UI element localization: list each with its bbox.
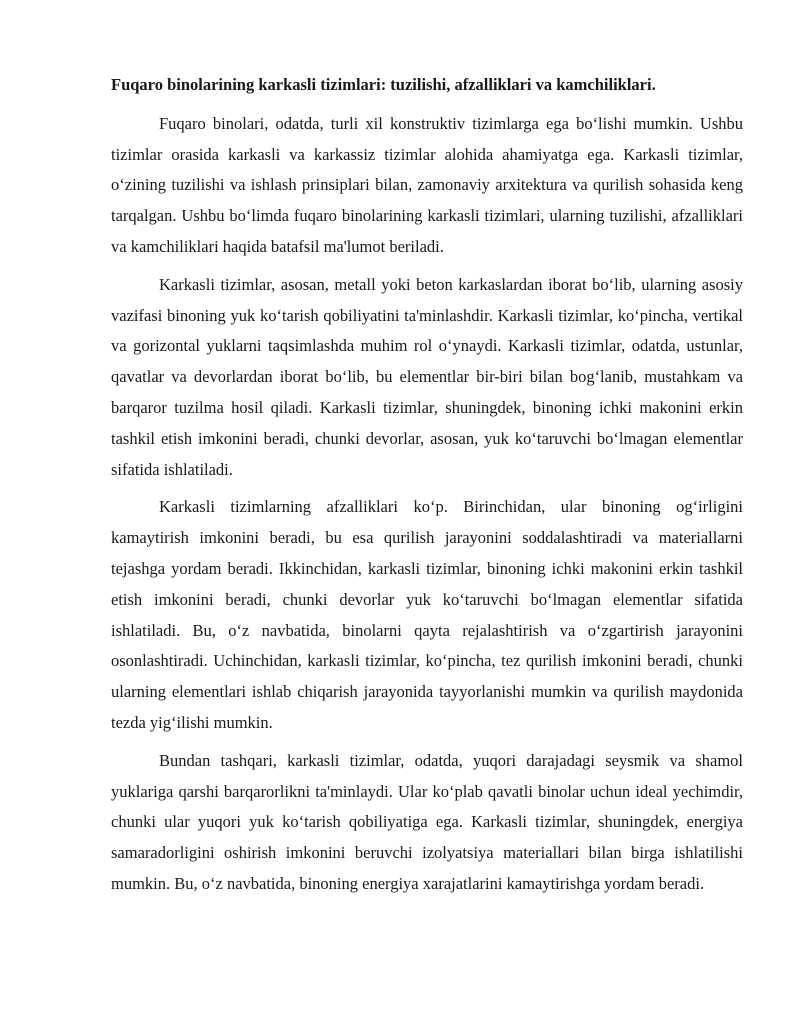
document-body [111,70,743,907]
paragraph-advantages: Karkasli tizimlarning afzalliklari ko‘p. Birinchidan, ular binoning og‘irligini kamaytirish imkonini beradi, bu esa qurilish jarayonini soddalashtiradi va materiallarni tejashga yordam beradi. Ikkinchidan, karkasli tizimlar, binoning ichki makonini erkin tashkil etish imkonini beradi, chunki devorlar yuk ko‘taruvchi bo‘lmagan elementlar sifatida ishlatiladi. Bu, o‘z navbatida, binolarni qayta rejalashtirish va o‘zgartirish jarayonini osonlashtiradi. Uchinchidan, karkasli tizimlar, ko‘pincha, tez qurilish imkonini beradi, chunki ularning elementlari ishlab chiqarish jarayonida tayyorlanishi mumkin va qurilish maydonida tezda yig‘ilishi mumkin. [111,497,743,732]
paragraph-intro: Fuqaro binolari, odatda, turli xil konstruktiv tizimlarga ega bo‘lishi mumkin. Ushbu tizimlar orasida karkasli va karkassiz tizimlar alohida ahamiyatga ega. Karkasli tizimlar, o‘zining tuzilishi va ishlash prinsiplari bilan, zamonaviy arxitektura va qurilish sohasida keng tarqalgan. Ushbu bo‘limda fuqaro binolarining karkasli tizimlari, ularning tuzilishi, afzalliklari va kamchiliklari haqida batafsil ma'lumot beriladi. [111,113,743,256]
paragraph-structure: Karkasli tizimlar, asosan, metall yoki beton karkaslardan iborat bo‘lib, ularning asosiy vazifasi binoning yuk ko‘tarish qobiliyatini ta'minlashdir. Karkasli tizimlar, ko‘pincha, vertikal va gorizontal yuklarni taqsimlashda muhim rol o‘ynaydi. Karkasli tizimlar, odatda, ustunlar, qavatlar va devorlardan iborat bo‘lib, bu elementlar bir-biri bilan bog‘lanib, mustahkam va barqaror tuzilma hosil qiladi. Karkasli tizimlar, shuningdek, binoning ichki makonini erkin tashkil etish imkonini beradi, chunki devorlar, asosan, yuk ko‘taruvchi bo‘lmagan elementlar sifatida ishlatiladi. [111,274,743,479]
document-title: Fuqaro binolarining karkasli tizimlari: tuzilishi, afzalliklari va kamchiliklari. [111,75,656,94]
paragraph-stability: Bundan tashqari, karkasli tizimlar, odatda, yuqori darajadagi seysmik va shamol yuklariga qarshi barqarorlikni ta'minlaydi. Ular ko‘plab qavatli binolar uchun ideal yechimdir, chunki ular yuqori yuk ko‘tarish qobiliyatiga ega. Karkasli tizimlar, shuningdek, energiya samaradorligini oshirish imkonini beruvchi izolyatsiya materiallari bilan birga ishlatilishi mumkin. Bu, o‘z navbatida, binoning energiya xarajatlarini kamaytirishga yordam beradi. [111,750,743,893]
